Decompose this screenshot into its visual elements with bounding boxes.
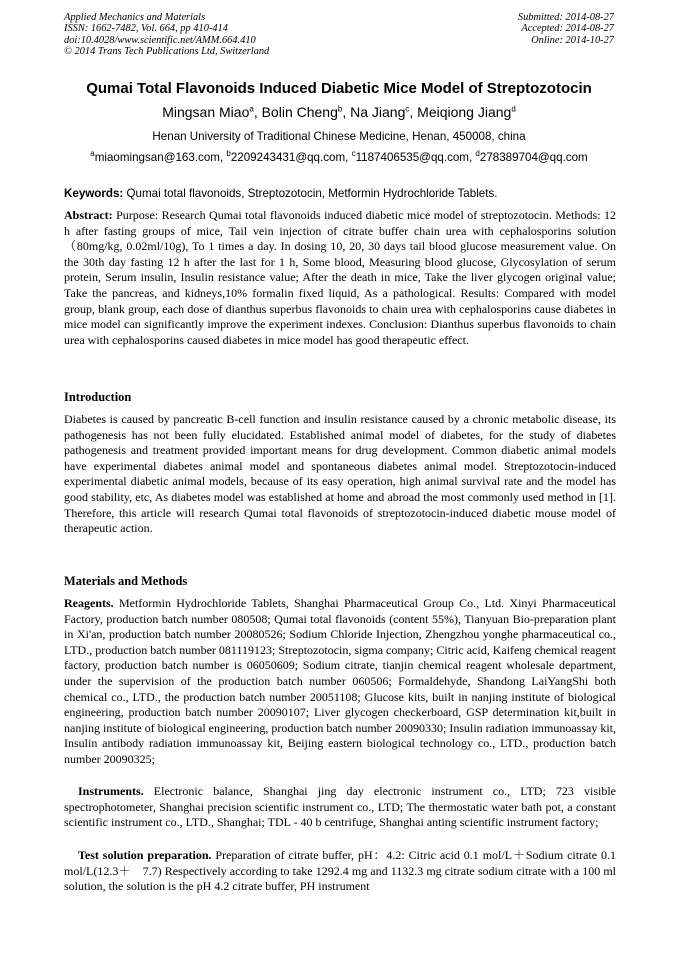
email-link[interactable]: 1187406535@qq.com, xyxy=(355,151,476,164)
instruments-text: Electronic balance, Shanghai jing day electronic instrument co., LTD; 723 visible spectrophotometer, Shanghai precision scientific instrument co., LTD; The thermostatic water bath pot, a constant scientific instrument co., LTD., Shanghai; TDL - 40 b centrifuge, Shanghai anting scientific instrument factory; xyxy=(64,784,616,830)
submitted-date: Submitted: 2014-08-27 xyxy=(517,12,614,23)
keywords-label: Keywords: xyxy=(64,187,124,200)
author-name: Na Jiang xyxy=(350,104,406,120)
email-link[interactable]: 2209243431@qq.com, xyxy=(230,151,352,164)
author-name: Mingsan Miao xyxy=(162,104,250,120)
instruments-paragraph xyxy=(64,784,616,831)
email-link[interactable]: miaomingsan@163.com, xyxy=(94,151,227,164)
author-mark: a xyxy=(249,104,254,114)
author-mark: d xyxy=(511,104,516,114)
materials-methods-heading: Materials and Methods xyxy=(64,574,188,588)
author-name: Bolin Cheng xyxy=(261,104,338,120)
journal-header xyxy=(64,12,269,58)
reagents-text: Metformin Hydrochloride Tablets, Shanghai Pharmaceutical Group Co., Ltd. Xinyi Pharmaceutical Factory, production batch number 080508; Qumai total flavonoids (content 55%), Tianyuan Bio-preparation plant in Xi'an, production batch number 20080526; Sodium Chloride Injection, Zhengzhou yonghe pharmaceutical co., LTD., production batch number 081119123; Streptozotocin, sigma company; Citric acid, Kaifeng chemical reagent factory, production batch number is 06050609; Sodium citrate, tianjin chemical reagent wholesale department, under the supervision of the production batch number 060506; Formaldehyde, Shandong LaiYangShi both chemical co., LTD., the production batch number 20051108; Glucose kits, built in nanjing institute of biological engineering, production batch number 20090107; Liver glycogen checkerboard, GSP determination kit,built in nanjing institute of biological engineering, production batch number 20090330; Insulin radiation immunoassay kit, Insulin antibody radiation immunoassay kit, Beijing eastern biological technology co., LTD., production batch number 20090325; xyxy=(64,596,616,766)
abstract-label: Abstract: xyxy=(64,208,113,222)
test-solution-label: Test solution preparation. xyxy=(78,848,212,862)
instruments-label: Instruments. xyxy=(78,784,144,798)
doi-line: doi:10.4028/www.scientific.net/AMM.664.410 xyxy=(64,34,256,46)
paper-title: Qumai Total Flavonoids Induced Diabetic Mice Model of Streptozotocin xyxy=(86,80,592,97)
introduction-heading: Introduction xyxy=(64,390,132,404)
author-mark: c xyxy=(405,104,410,114)
email-list: $^a$miaomingsan@163.com, $^b$2209243431@qq.com, $^c$1187406535@qq.com, $^d$278389704@qq.com xyxy=(90,149,588,164)
reagents-label: Reagents. xyxy=(64,596,114,610)
keywords-text: Qumai total flavonoids, Streptozotocin, Metformin Hydrochloride Tablets. xyxy=(123,187,498,200)
dates-header xyxy=(518,12,614,46)
online-date: Online: 2014-10-27 xyxy=(531,34,614,46)
author-name: Meiqiong Jiang xyxy=(417,104,512,120)
author-mark: b xyxy=(337,104,343,114)
copyright-line: © 2014 Trans Tech Publications Ltd, Switzerland xyxy=(64,46,270,58)
introduction-text: Diabetes is caused by pancreatic B-cell function and insulin resistance caused by a chronic metabolic disease, its pathogenesis has not been fully elucidated. Established animal model of diabetes, for the study of diabetes pathogenesis and treatment provided important means for drug development. Common diabetic animal models have experimental diabetes animal model and spontaneous diabetes animal model. Streptozotocin-induced experimental diabetic animal models, because of its easy operation, high animal survival rate and the model has good stability, etc, As diabetes model was established at home and abroad the most commonly used method in [1]. Therefore, this article will research Qumai total flavonoids of streptozotocin-induced diabetic mouse model of therapeutic action. xyxy=(64,412,616,536)
test-solution-text: Preparation of citrate buffer, pH：4.2: Citric acid 0.1 mol/L＋Sodium citrate 0.1 mol/L(12.3＋ 7.7) Respectively according to take 1292.4 mg and 1132.3 mg citrate sodium citrate with a 100 ml solution, the solution is the pH 4.2 citrate buffer, PH instrument xyxy=(64,848,616,894)
keywords xyxy=(64,187,614,200)
email-link[interactable]: 278389704@qq.com xyxy=(479,151,588,164)
issn-line: ISSN: 1662-7482, Vol. 664, pp 410-414 xyxy=(64,23,228,35)
abstract-text: Purpose: Research Qumai total flavonoids induced diabetic mice model of streptozotocin. Methods: 12 h after fasting groups of mice, Tail vein injection of citrate buffer chain urea with cephalosporins solution（80mg/kg, 0.02ml/10g), To 1 times a day. In dosing 10, 20, 30 days tail blood glucose measurement value. On the 30th day fasting 12 h after the last for 1 h, Some blood, Measuring blood glucose, Glycosylation of serum protein, Serum insulin, Insulin resistance value; After the death in mice, Take the liver glycogen original value; Take the pancreas, and kidneys,10% formalin fixed liquid, As a pathological. Results: Compared with model group, blank group, each dose of dianthus superbus flavonoids to chain urea with cephalosporins cause diabetes in mice model can significantly improve the experiment indexes. Conclusion: Dianthus superbus flavonoids to chain urea with cephalosporins caused diabetes in mice model has good therapeutic effect. xyxy=(64,208,616,347)
journal-name: Applied Mechanics and Materials xyxy=(64,12,206,23)
accepted-date: Accepted: 2014-08-27 xyxy=(521,23,614,35)
author-list: Mingsan Miao$^a$, Bolin Cheng$^b$, Na Jiang$^c$, Meiqiong Jiang$^d$ xyxy=(162,104,516,120)
abstract xyxy=(64,208,616,348)
reagents-paragraph xyxy=(64,596,616,768)
test-solution-paragraph xyxy=(64,848,616,895)
affiliation: Henan University of Traditional Chinese Medicine, Henan, 450008, china xyxy=(152,130,526,143)
